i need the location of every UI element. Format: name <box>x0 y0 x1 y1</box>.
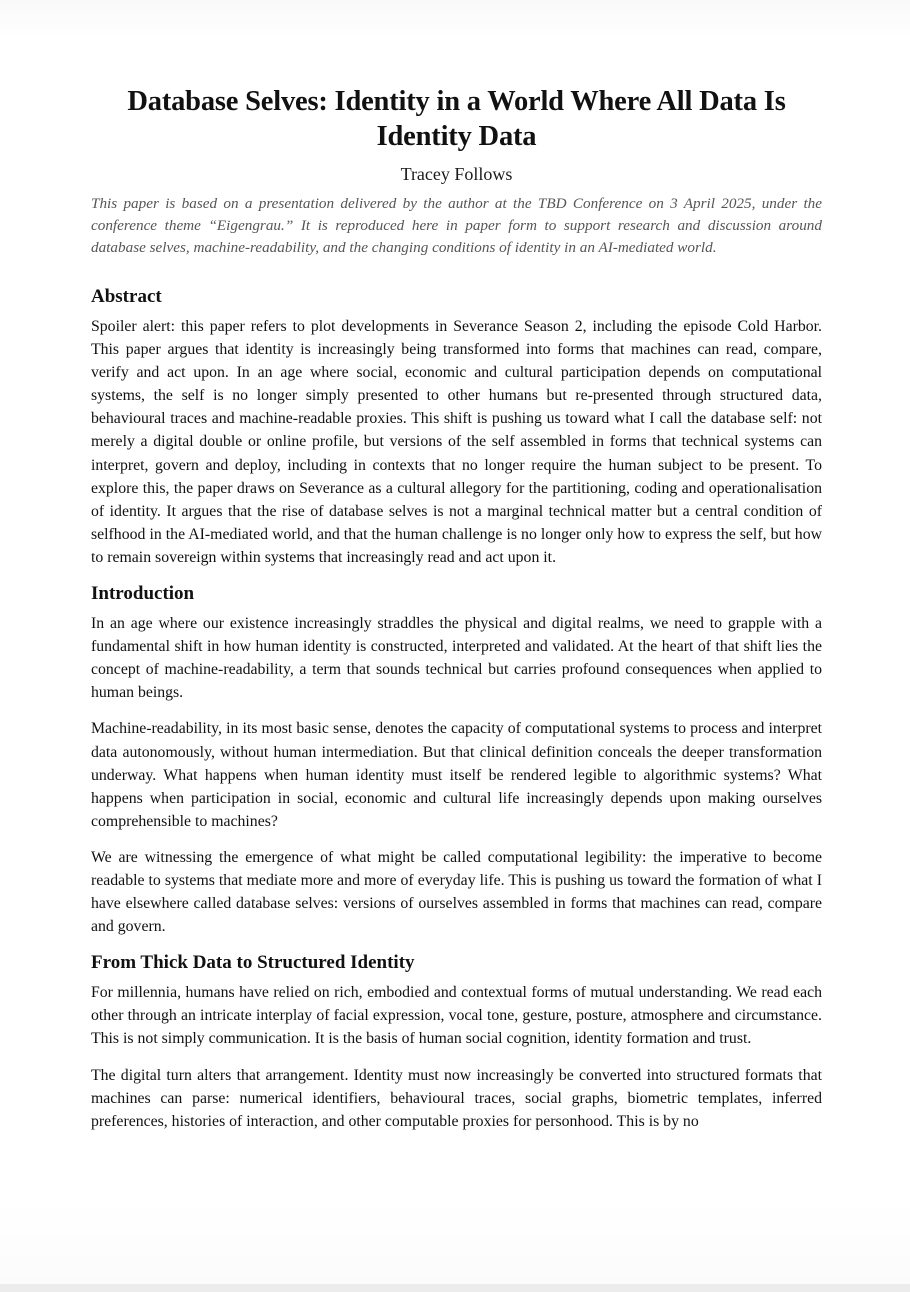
section-heading-thick-data: From Thick Data to Structured Identity <box>91 952 415 974</box>
thick-data-paragraph-1: For millennia, humans have relied on rich, embodied and contextual forms of mutual understanding. We read each other through an intricate interplay of facial expression, vocal tone, gesture, posture, atmosphere and circumstance. This is not simply communication. It is the basis of human social cognition, identity formation and trust. <box>91 984 822 1048</box>
paper-page <box>91 84 822 1133</box>
page-bottom-shadow <box>0 1200 910 1284</box>
section-introduction <box>91 582 822 938</box>
introduction-paragraph-1: In an age where our existence increasingly straddles the physical and digital realms, we need to grapple with a fundamental shift in how human identity is constructed, interpreted and validated. At the heart of that shift lies the concept of machine-readability, a term that sounds technical but carries profound consequences when applied to human beings. <box>91 615 822 702</box>
section-heading-introduction: Introduction <box>91 583 195 605</box>
introduction-paragraph-3: We are witnessing the emergence of what might be called computational legibility: the imperative to become readable to systems that mediate more and more of everyday life. This is pushing us toward the formation of what I have elsewhere called database selves: versions of ourselves assembled in forms that machines can read, compare and govern. <box>91 848 822 936</box>
page-edge-divider <box>0 1284 910 1292</box>
presentation-note: This paper is based on a presentation delivered by the author at the TBD Conference on 3 April 2025, under the conference theme “Eigengrau.” It is reproduced here in paper form to support research and discussion around database selves, machine-readability, and the changing conditions of identity in an AI-mediated world. <box>91 195 822 256</box>
section-thick-data <box>91 951 822 1133</box>
section-abstract <box>91 285 822 569</box>
introduction-paragraph-2: Machine-readability, in its most basic sense, denotes the capacity of computational systems to process and interpret data autonomously, without human intermediation. But that clinical definition conceals the deeper transformation underway. What happens when human identity must itself be rendered legible to algorithmic systems? What happens when participation in social, economic and cultural life increasingly depends upon making ourselves comprehensible to machines? <box>91 720 822 830</box>
section-heading-abstract: Abstract <box>91 286 162 307</box>
thick-data-paragraph-2: The digital turn alters that arrangement. Identity must now increasingly be converted into structured formats that machines can parse: numerical identifiers, behavioural traces, social graphs, biometric templates, inferred preferences, histories of interaction, and other computable proxies for personhood. This is by no <box>91 1066 822 1130</box>
paper-title: Database Selves: Identity in a World Where All Data Is Identity Data <box>127 86 786 152</box>
paper-author: Tracey Follows <box>400 164 513 184</box>
page-top-shadow <box>0 0 910 40</box>
abstract-paragraph: Spoiler alert: this paper refers to plot developments in Severance Season 2, including the episode Cold Harbor. This paper argues that identity is increasingly being transformed into forms that machines can read, compare, verify and act upon. In an age where social, economic and cultural participation depends on computational systems, the self is no longer simply presented to other humans but re-presented through structured data, behavioural traces and machine-readable proxies. This shift is pushing us toward what I call the database self: not merely a digital double or online profile, but versions of the self assembled in forms that technical systems can interpret, govern and deploy, including in contexts that no longer require the human subject to be present. To explore this, the paper draws on Severance as a cultural allegory for the partitioning, coding and operationalisation of identity. It argues that the rise of database selves is not a marginal technical matter but a central condition of selfhood in the AI-mediated world, and that the human challenge is no longer only how to express the self, but how to remain sovereign within systems that increasingly read and act upon it. <box>91 318 822 566</box>
